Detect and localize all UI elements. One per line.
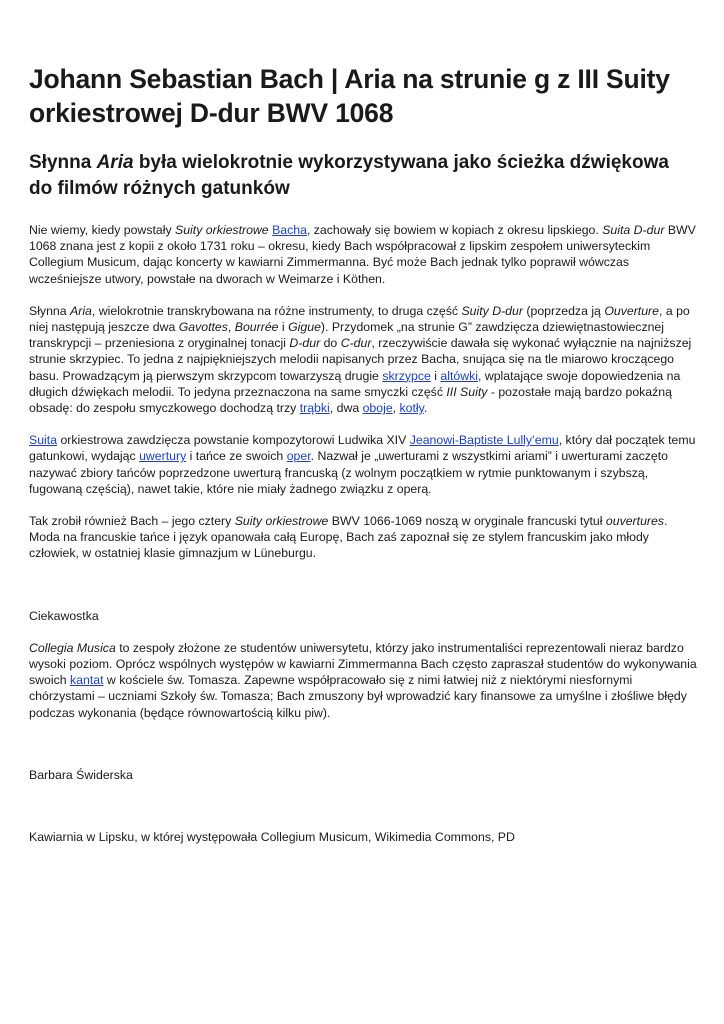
link-trabki[interactable]: trąbki bbox=[299, 401, 330, 416]
image-caption: Kawiarnia w Lipsku, w której występowała Collegium Musicum, Wikimedia Commons, PD bbox=[29, 830, 515, 845]
link-bacha[interactable]: Bacha bbox=[272, 223, 307, 237]
link-oboje[interactable]: oboje bbox=[362, 401, 393, 416]
link-kantat[interactable]: kantat bbox=[70, 673, 104, 688]
link-oper[interactable]: oper bbox=[286, 449, 311, 464]
author-name: Barbara Świderska bbox=[29, 767, 133, 782]
link-kotly[interactable]: kotły bbox=[399, 401, 424, 416]
link-uwertury[interactable]: uwertury bbox=[139, 449, 187, 464]
link-skrzypce[interactable]: skrzypce bbox=[382, 368, 431, 383]
trivia-heading: Ciekawostka bbox=[29, 608, 99, 623]
link-lully[interactable]: Jeanowi-Baptiste Lully’emu bbox=[409, 433, 559, 448]
article bbox=[29, 62, 697, 861]
paragraph-3: Suita orkiestrowa zawdzięcza powstanie kompozytorowi Ludwika XIV Jeanowi-Baptiste Lully’emu, który dał początek temu gatunkowi, wydając uwertury i tańce ze swoich oper. Nazwał je „uwerturami z wszystkimi ariami” i uwerturami zaczęto nazywać zbiory tańców poprzedzone uwerturą francuską (z wolnym początkiem w rytmie punktowanym i szybszą, fugowaną częścią), nawet takie, które nie miały żadnego związku z operą. bbox=[29, 433, 696, 496]
link-altowki[interactable]: altówki bbox=[440, 368, 478, 383]
link-suita[interactable]: Suita bbox=[29, 433, 58, 448]
paragraph-2: Słynna Aria, wielokrotnie transkrybowana na różne instrumenty, to druga część Suity D-dur (poprzedza ją Ouverture, a po niej następują jeszcze dwa Gavottes, Bourrée i Gigue). Przydomek „na strunie G” zawdzięcza dziewiętnastowiecznej transkrypcji – przeniesiona z oryginalnej tonacji D-dur do C-dur, rzeczywiście dawała się wykonać wyłącznie na najniższej strunie skrzypiec. To jedna z najpiękniejszych melodii napisanych przez Bacha, snująca się na tle miarowo kroczącego basu. Prowadzącym ją pierwszym skrzypcom towarzyszą drugie skrzypce i altówki, wplatające swoje dopowiedzenia na długich dźwiękach melodii. To jedyna przeznaczona na same smyczki część III Suity - pozostałe mają bardzo pokaźną obsadę: do zespołu smyczkowego dochodzą trzy trąbki, dwa oboje, kotły. bbox=[29, 303, 692, 416]
article-subtitle: Słynna Aria była wielokrotnie wykorzystywana jako ścieżka dźwiękowa do filmów różnych gatunków bbox=[29, 152, 669, 199]
paragraph-1: Nie wiemy, kiedy powstały Suity orkiestrowe Bacha, zachowały się bowiem w kopiach z okresu lipskiego. Suita D-dur BWV 1068 znana jest z kopii z około 1731 roku – okresu, kiedy Bach współpracował z lipskim zespołem uniwersyteckim Collegium Musicum, dając koncerty w kawiarni Zimmermanna. Być może Bach jednak tylko poprawił wówczas wcześniejsze utwory, powstałe na dworach w Weimarze i Köthen. bbox=[29, 223, 696, 286]
paragraph-5: Collegia Musica to zespoły złożone ze studentów uniwersytetu, którzy jako instrumentaliści reprezentowali nieraz bardzo wysoki poziom. Oprócz wspólnych występów w kawiarni Zimmermanna Bach często zapraszał studentów do wykonywania swoich kantat w kościele św. Tomasza. Zapewne współpracowało się z nimi łatwiej niż z niektórymi niesfornymi chórzystami – uczniami Szkoły św. Tomasza; Bach zmuszony był wprowadzić kary finansowe za umyślne i złośliwe błędy podczas wykonania (będące równowartością kilku piw). bbox=[29, 640, 697, 720]
page-title: Johann Sebastian Bach | Aria na strunie g z III Suity orkiestrowej D-dur BWV 1068 bbox=[29, 64, 670, 128]
paragraph-4: Tak zrobił również Bach – jego cztery Suity orkiestrowe BWV 1066-1069 noszą w oryginale francuski tytuł ouvertures. Moda na francuskie tańce i język opanowała całą Europę, Bach zaś zapoznał się ze stylem francuskim jako młody człowiek, w ostatniej klasie gimnazjum w Lüneburgu. bbox=[29, 514, 668, 561]
